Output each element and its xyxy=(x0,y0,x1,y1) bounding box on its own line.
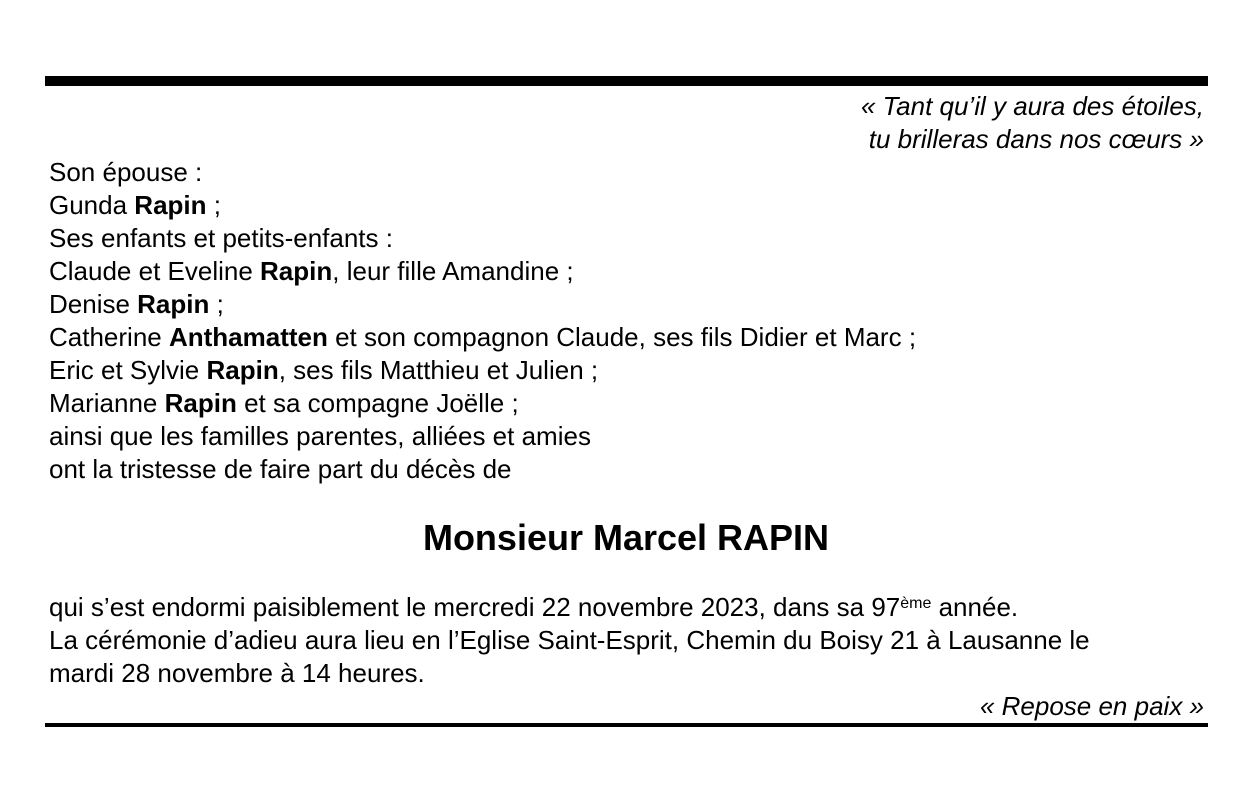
text: Gunda xyxy=(49,190,135,220)
details-line xyxy=(49,591,1209,624)
text: , leur fille Amandine ; xyxy=(332,256,574,286)
text: Claude et Eveline xyxy=(49,256,261,286)
family-line xyxy=(49,189,916,222)
closing-quote: « Repose en paix » xyxy=(979,691,1204,721)
text: et son compagnon Claude, ses fils Didier et Marc ; xyxy=(327,322,917,352)
details-line: mardi 28 novembre à 14 heures. xyxy=(49,658,425,688)
surname: Anthamatten xyxy=(168,322,328,352)
text: Catherine xyxy=(49,322,169,352)
family-line xyxy=(49,255,916,288)
text: et sa compagne Joëlle ; xyxy=(236,388,519,418)
details-line: La cérémonie d’adieu aura lieu en l’Eglise Saint-Esprit, Chemin du Boisy 21 à Lausanne le xyxy=(49,625,1090,655)
ordinal-suffix: ème xyxy=(900,595,932,613)
epigraph-line-2: tu brilleras dans nos cœurs » xyxy=(868,124,1204,154)
text: année. xyxy=(931,592,1019,622)
top-rule xyxy=(45,76,1208,86)
text: Denise xyxy=(49,289,138,319)
details-paragraph xyxy=(49,591,1209,690)
family-line xyxy=(49,288,916,321)
family-line xyxy=(49,354,916,387)
family-line: ont la tristesse de faire part du décès de xyxy=(49,454,512,484)
text: ; xyxy=(206,190,221,220)
epigraph-quote xyxy=(861,90,1204,156)
family-line: ainsi que les familles parentes, alliées et amies xyxy=(49,421,591,451)
text: qui s’est endormi paisiblement le mercredi 22 novembre 2023, dans sa 97 xyxy=(49,592,901,622)
text: , ses fils Matthieu et Julien ; xyxy=(278,355,599,385)
family-line xyxy=(49,321,916,354)
text: Marianne xyxy=(49,388,165,418)
text: Eric et Sylvie xyxy=(49,355,207,385)
family-list xyxy=(49,156,916,486)
surname: Rapin xyxy=(206,355,279,385)
text: ; xyxy=(209,289,224,319)
family-line: Son épouse : xyxy=(49,157,203,187)
bottom-rule xyxy=(45,723,1208,727)
family-line xyxy=(49,387,916,420)
surname: Rapin xyxy=(260,256,333,286)
family-line: Ses enfants et petits-enfants : xyxy=(49,223,393,253)
surname: Rapin xyxy=(137,289,210,319)
surname: Rapin xyxy=(164,388,237,418)
deceased-name-heading: Monsieur Marcel RAPIN xyxy=(422,517,830,558)
surname: Rapin xyxy=(134,190,207,220)
epigraph-line-1: « Tant qu’il y aura des étoiles, xyxy=(860,91,1204,121)
